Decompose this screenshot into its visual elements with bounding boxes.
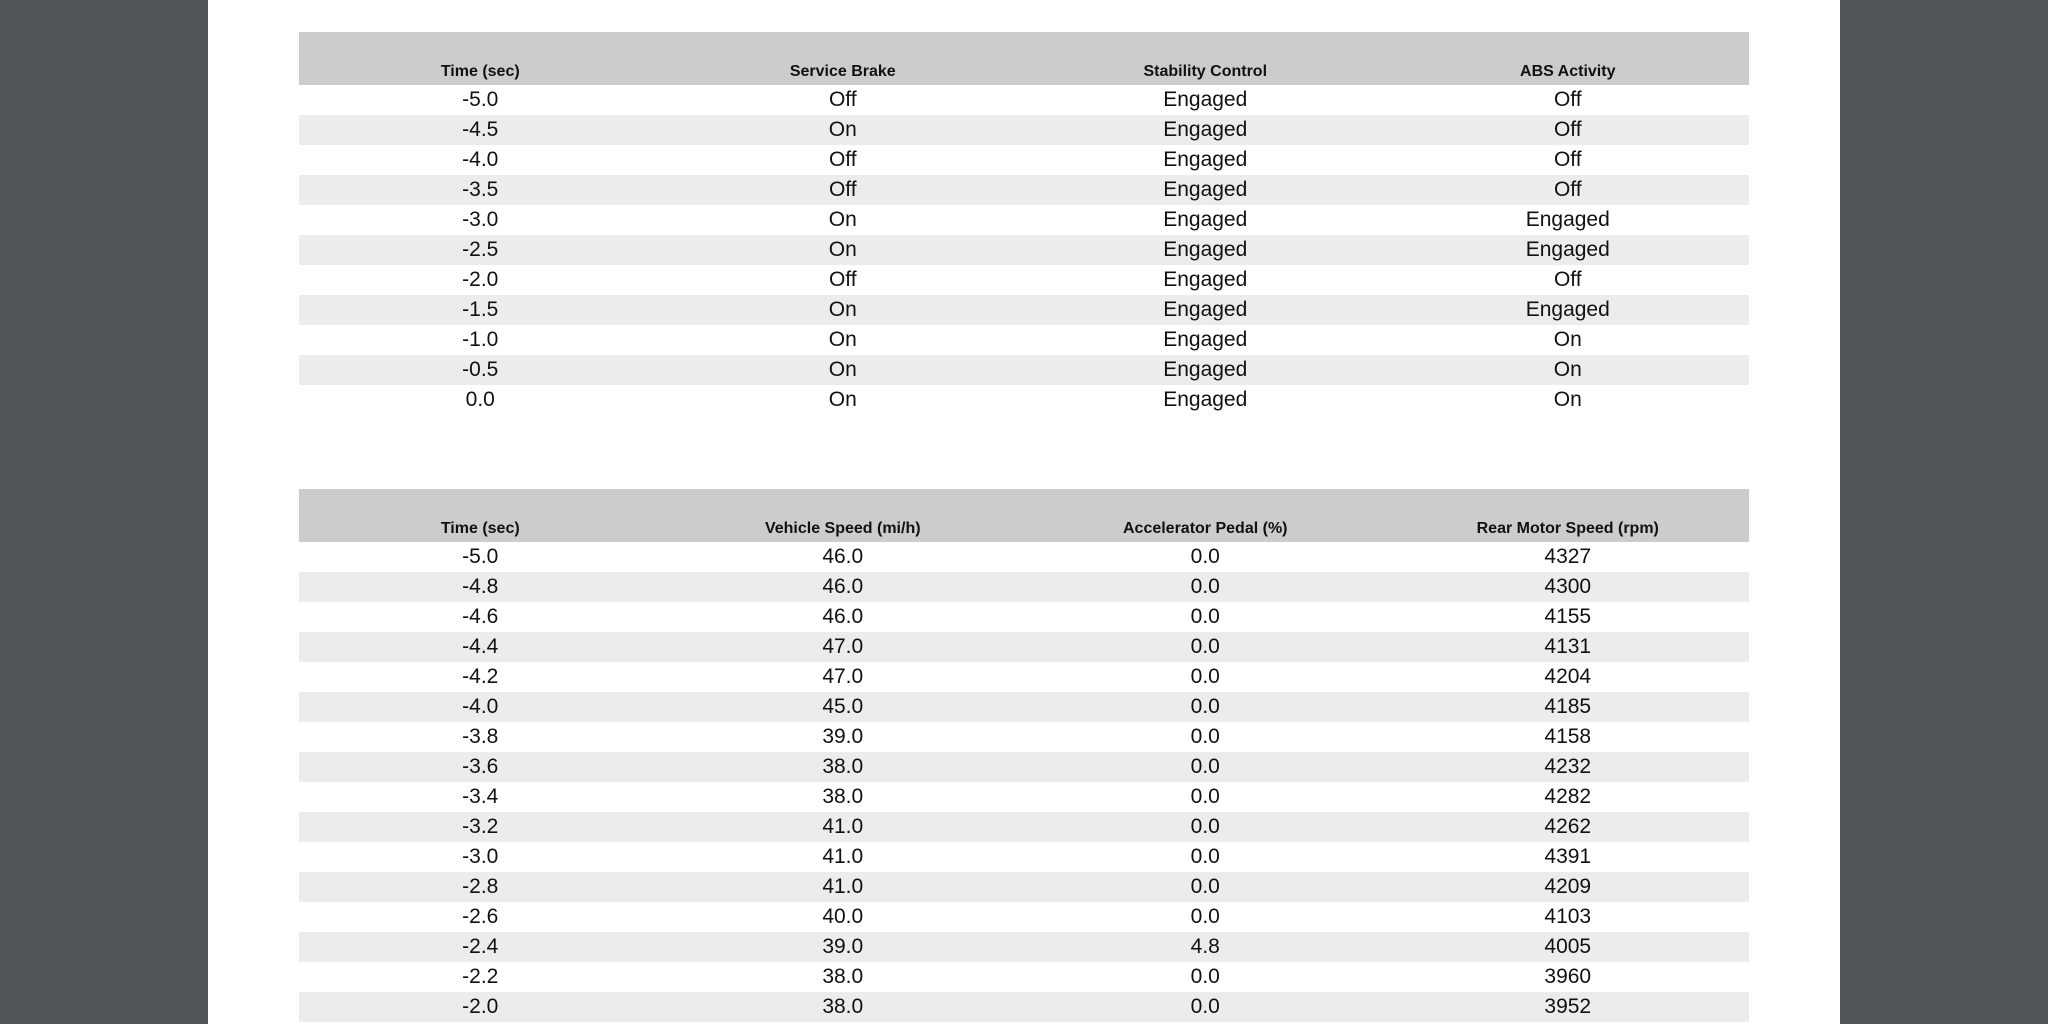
table-cell: 0.0 bbox=[1190, 875, 1220, 898]
column-header-rear-motor-speed: Rear Motor Speed (rpm) bbox=[1476, 520, 1659, 537]
table-row bbox=[299, 385, 1749, 415]
table-row bbox=[299, 902, 1749, 932]
table-cell: 4204 bbox=[1544, 665, 1592, 688]
table-row bbox=[299, 812, 1749, 842]
table-cell: 4262 bbox=[1544, 815, 1592, 838]
table-cell: 4005 bbox=[1544, 935, 1592, 958]
table-cell: 0.0 bbox=[1190, 785, 1220, 808]
table-cell: -4.2 bbox=[462, 665, 499, 688]
table-cell: Off bbox=[828, 88, 857, 111]
table-row bbox=[299, 235, 1749, 265]
document-page bbox=[208, 0, 1840, 1024]
table-cell: Engaged bbox=[1163, 118, 1248, 141]
table-row bbox=[299, 205, 1749, 235]
table-cell: Engaged bbox=[1163, 358, 1248, 381]
table-row bbox=[299, 632, 1749, 662]
table-cell: 0.0 bbox=[1190, 665, 1220, 688]
table-cell: -3.6 bbox=[462, 755, 499, 778]
table-cell: -4.0 bbox=[462, 695, 499, 718]
table-header-row bbox=[299, 32, 1749, 85]
table-cell: Off bbox=[1553, 88, 1582, 111]
table-row bbox=[299, 662, 1749, 692]
table-cell: -0.5 bbox=[462, 358, 499, 381]
table-cell: 4.8 bbox=[1190, 935, 1220, 958]
table-cell: 0.0 bbox=[1190, 575, 1220, 598]
column-header-abs-activity: ABS Activity bbox=[1520, 63, 1616, 80]
table-cell: 46.0 bbox=[822, 545, 864, 568]
table-cell: -2.0 bbox=[462, 995, 499, 1018]
table-cell: -3.2 bbox=[462, 815, 499, 838]
table-cell: On bbox=[828, 118, 857, 141]
table-row bbox=[299, 295, 1749, 325]
table-cell: 4300 bbox=[1544, 575, 1592, 598]
table-cell: -2.6 bbox=[462, 905, 499, 928]
table-cell: -1.0 bbox=[462, 328, 499, 351]
table-cell: 47.0 bbox=[822, 635, 864, 658]
table-cell: 4155 bbox=[1544, 605, 1592, 628]
table-cell: -1.5 bbox=[462, 298, 499, 321]
table-header-row bbox=[299, 489, 1749, 542]
table-cell: 0.0 bbox=[1190, 725, 1220, 748]
table-cell: 47.0 bbox=[822, 665, 864, 688]
table-cell: Engaged bbox=[1163, 178, 1248, 201]
table-cell: 38.0 bbox=[822, 755, 864, 778]
table-cell: 46.0 bbox=[822, 605, 864, 628]
table-cell: 0.0 bbox=[1190, 905, 1220, 928]
table-cell: 4391 bbox=[1544, 845, 1592, 868]
table-cell: 0.0 bbox=[1190, 965, 1220, 988]
table-cell: 0.0 bbox=[1190, 635, 1220, 658]
table-cell: On bbox=[828, 298, 857, 321]
table-cell: 40.0 bbox=[822, 905, 864, 928]
table-cell: -4.8 bbox=[462, 575, 499, 598]
table-cell: Engaged bbox=[1163, 298, 1248, 321]
table-cell: 38.0 bbox=[822, 995, 864, 1018]
table-cell: Engaged bbox=[1163, 388, 1248, 411]
table-cell: -3.8 bbox=[462, 725, 499, 748]
table-cell: 3952 bbox=[1544, 995, 1592, 1018]
table-cell: Engaged bbox=[1525, 298, 1610, 321]
table-cell: -3.0 bbox=[462, 208, 499, 231]
table-cell: -2.0 bbox=[462, 268, 499, 291]
table-cell: -4.0 bbox=[462, 148, 499, 171]
table-cell: 0.0 bbox=[1190, 815, 1220, 838]
table-cell: Engaged bbox=[1163, 88, 1248, 111]
table-cell: -4.5 bbox=[462, 118, 499, 141]
table-row bbox=[299, 115, 1749, 145]
table-cell: -5.0 bbox=[462, 88, 499, 111]
table-cell: Off bbox=[1553, 268, 1582, 291]
table-cell: 41.0 bbox=[822, 845, 864, 868]
table-cell: Off bbox=[828, 268, 857, 291]
table-row bbox=[299, 782, 1749, 812]
table-cell: On bbox=[828, 328, 857, 351]
table-cell: 46.0 bbox=[822, 575, 864, 598]
table-row bbox=[299, 542, 1749, 572]
table-row bbox=[299, 85, 1749, 115]
table-cell: 0.0 bbox=[1190, 545, 1220, 568]
table-cell: Engaged bbox=[1525, 208, 1610, 231]
table-cell: -2.8 bbox=[462, 875, 499, 898]
table-cell: -5.0 bbox=[462, 545, 499, 568]
table-cell: Off bbox=[1553, 178, 1582, 201]
table-row bbox=[299, 175, 1749, 205]
table-row bbox=[299, 265, 1749, 295]
table-row bbox=[299, 602, 1749, 632]
table-cell: On bbox=[828, 388, 857, 411]
table-cell: -2.5 bbox=[462, 238, 499, 261]
table-cell: 4232 bbox=[1544, 755, 1592, 778]
column-header-time: Time (sec) bbox=[440, 63, 520, 80]
table-cell: Engaged bbox=[1163, 238, 1248, 261]
vehicle-speed-table bbox=[299, 489, 1749, 1022]
table-cell: -3.0 bbox=[462, 845, 499, 868]
table-cell: 4103 bbox=[1544, 905, 1592, 928]
table-cell: On bbox=[828, 208, 857, 231]
table-cell: 4282 bbox=[1544, 785, 1592, 808]
table-row bbox=[299, 145, 1749, 175]
table-cell: -3.4 bbox=[462, 785, 499, 808]
table-row bbox=[299, 572, 1749, 602]
table-cell: -4.6 bbox=[462, 605, 499, 628]
table-row bbox=[299, 722, 1749, 752]
table-cell: 4158 bbox=[1544, 725, 1592, 748]
column-header-vehicle-speed: Vehicle Speed (mi/h) bbox=[764, 520, 921, 537]
table-cell: 3960 bbox=[1544, 965, 1592, 988]
table-cell: -2.2 bbox=[462, 965, 499, 988]
table-cell: 45.0 bbox=[822, 695, 864, 718]
table-cell: -4.4 bbox=[462, 635, 499, 658]
table-cell: 38.0 bbox=[822, 965, 864, 988]
table-cell: 4209 bbox=[1544, 875, 1592, 898]
table-cell: Engaged bbox=[1163, 328, 1248, 351]
column-header-time: Time (sec) bbox=[440, 520, 520, 537]
table-cell: Off bbox=[828, 148, 857, 171]
table-cell: Engaged bbox=[1163, 268, 1248, 291]
table-row bbox=[299, 692, 1749, 722]
column-header-stability-control: Stability Control bbox=[1143, 63, 1268, 80]
table-cell: Off bbox=[828, 178, 857, 201]
table-row bbox=[299, 962, 1749, 992]
table-cell: 4185 bbox=[1544, 695, 1592, 718]
table-row bbox=[299, 842, 1749, 872]
table-cell: 41.0 bbox=[822, 875, 864, 898]
table-cell: 41.0 bbox=[822, 815, 864, 838]
table-cell: On bbox=[1553, 388, 1582, 411]
table-cell: 0.0 bbox=[1190, 845, 1220, 868]
table-cell: 39.0 bbox=[822, 725, 864, 748]
table-cell: 0.0 bbox=[1190, 695, 1220, 718]
column-header-accelerator-pedal: Accelerator Pedal (%) bbox=[1122, 520, 1288, 537]
table-cell: -2.4 bbox=[462, 935, 499, 958]
table-cell: 38.0 bbox=[822, 785, 864, 808]
column-header-service-brake: Service Brake bbox=[789, 63, 896, 80]
brake-status-table bbox=[299, 32, 1749, 415]
table-cell: On bbox=[828, 238, 857, 261]
table-row bbox=[299, 992, 1749, 1022]
table-row bbox=[299, 932, 1749, 962]
table-cell: Engaged bbox=[1163, 208, 1248, 231]
table-cell: 0.0 bbox=[1190, 605, 1220, 628]
table-cell: Engaged bbox=[1525, 238, 1610, 261]
table-cell: On bbox=[1553, 358, 1582, 381]
table-cell: On bbox=[828, 358, 857, 381]
table-row bbox=[299, 872, 1749, 902]
table-row bbox=[299, 355, 1749, 385]
table-row bbox=[299, 325, 1749, 355]
table-cell: 39.0 bbox=[822, 935, 864, 958]
table-cell: On bbox=[1553, 328, 1582, 351]
table-cell: Off bbox=[1553, 118, 1582, 141]
table-cell: 0.0 bbox=[1190, 995, 1220, 1018]
table-cell: Engaged bbox=[1163, 148, 1248, 171]
table-cell: 4131 bbox=[1544, 635, 1592, 658]
table-cell: 4327 bbox=[1544, 545, 1592, 568]
table-cell: -3.5 bbox=[462, 178, 499, 201]
table-row bbox=[299, 752, 1749, 782]
table-cell: Off bbox=[1553, 148, 1582, 171]
table-cell: 0.0 bbox=[465, 388, 495, 411]
table-cell: 0.0 bbox=[1190, 755, 1220, 778]
